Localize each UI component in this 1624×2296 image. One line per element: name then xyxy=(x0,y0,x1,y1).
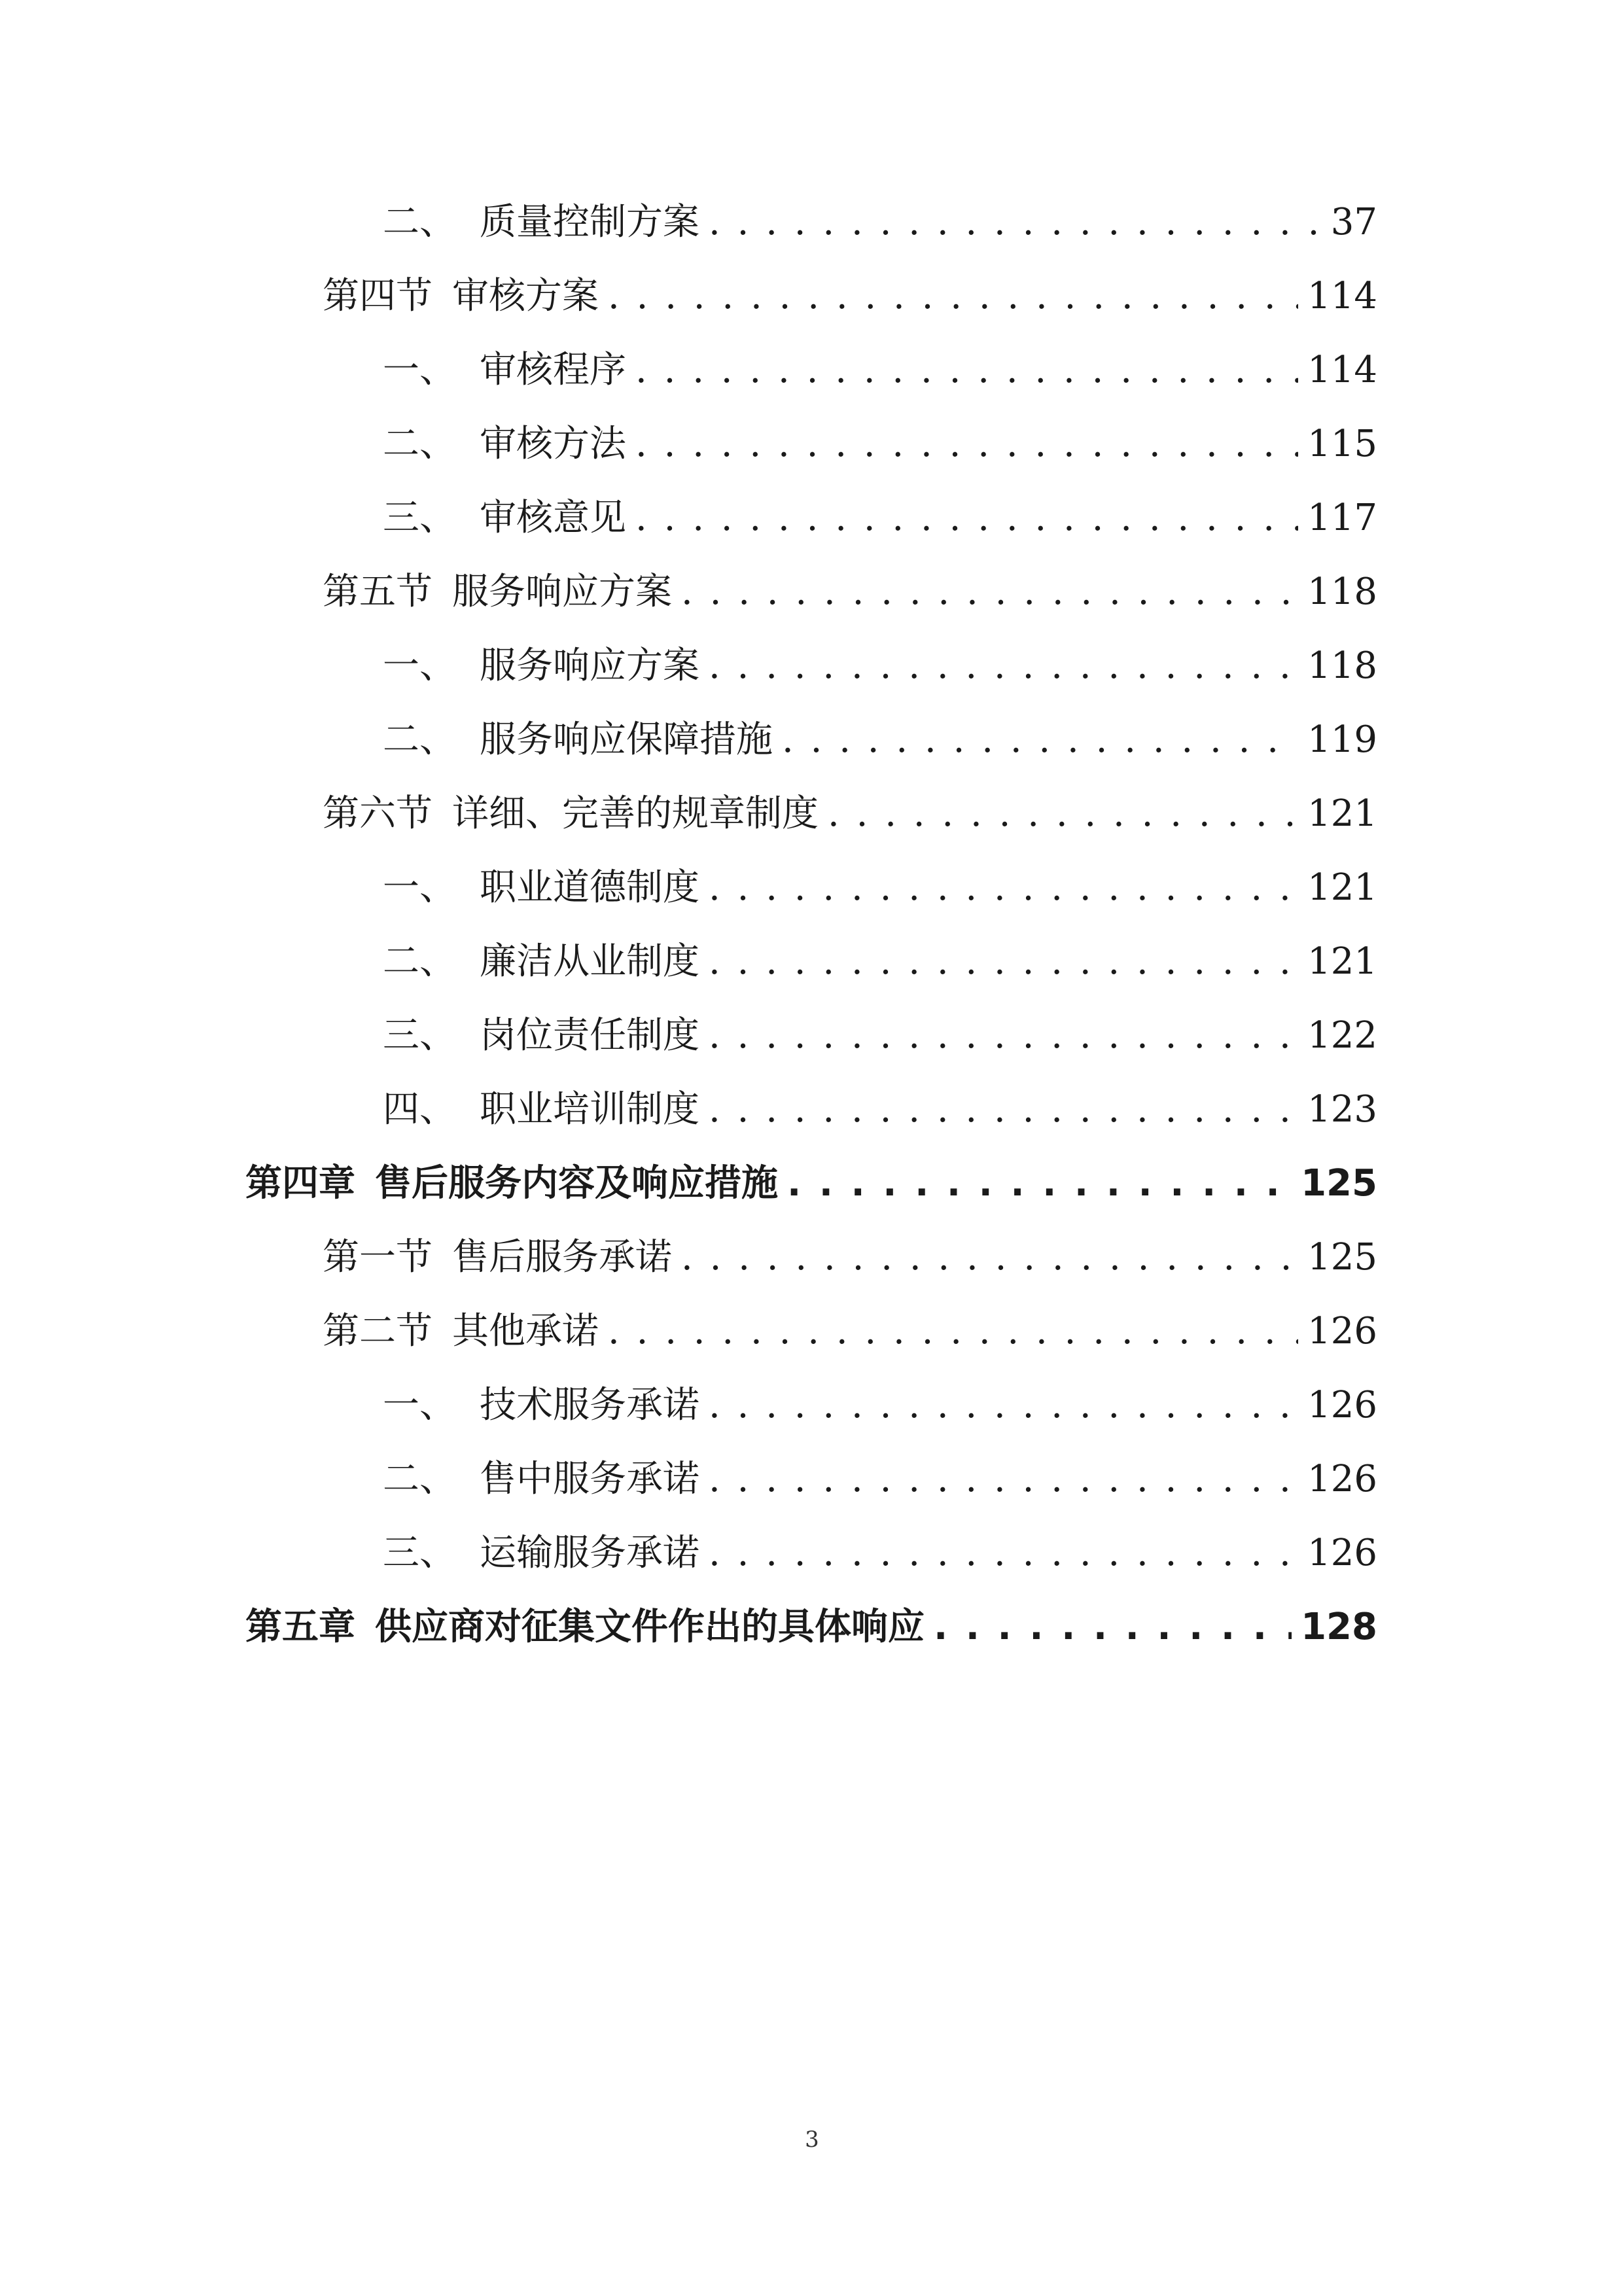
toc-entry-title: 技术服务承诺 xyxy=(480,1384,699,1426)
toc-entry-page: 126 xyxy=(1307,1310,1377,1352)
toc-entry-number: 第一节 xyxy=(323,1236,432,1279)
toc-entry[interactable] xyxy=(383,1524,1377,1583)
toc-entry-title: 审核方法 xyxy=(480,423,626,465)
dot-leader xyxy=(709,1450,1298,1509)
toc-entry-title: 审核程序 xyxy=(480,349,626,391)
toc-entry[interactable] xyxy=(323,267,1377,326)
dot-leader xyxy=(787,1154,1292,1213)
toc-entry[interactable] xyxy=(383,1080,1377,1139)
toc-entry-page: 118 xyxy=(1307,645,1377,687)
toc-entry-number: 三、 xyxy=(383,1532,456,1574)
dot-leader xyxy=(635,415,1298,474)
toc-entry-page: 125 xyxy=(1301,1162,1377,1205)
toc-entry-title: 其他承诺 xyxy=(452,1310,599,1352)
toc-entry-number: 第二节 xyxy=(323,1310,432,1352)
toc-entry-title: 质量控制方案 xyxy=(480,201,699,243)
page-number: 3 xyxy=(805,2127,819,2153)
toc-entry-page: 119 xyxy=(1307,718,1377,761)
toc-entry-number: 一、 xyxy=(383,866,456,909)
toc-entry[interactable] xyxy=(383,1006,1377,1065)
toc-entry-number: 二、 xyxy=(383,201,456,243)
toc-entry-number: 第五节 xyxy=(323,571,432,613)
toc-entry-page: 114 xyxy=(1307,349,1377,391)
toc-entry-title: 服务响应方案 xyxy=(452,571,672,613)
toc-entry-number: 第四章 xyxy=(245,1162,355,1205)
toc-entry-number: 二、 xyxy=(383,718,456,761)
toc-entry-chapter[interactable] xyxy=(245,1598,1377,1657)
toc-entry[interactable] xyxy=(323,1302,1377,1361)
dot-leader xyxy=(709,858,1298,917)
dot-leader xyxy=(608,267,1298,326)
dot-leader xyxy=(828,785,1298,843)
dot-leader xyxy=(709,1524,1298,1583)
toc-entry-title: 职业培训制度 xyxy=(480,1088,699,1131)
toc-entry-number: 第四节 xyxy=(323,275,432,317)
toc-entry-title: 审核意见 xyxy=(480,497,626,539)
dot-leader xyxy=(681,1228,1298,1287)
toc-entry-title: 详细、完善的规章制度 xyxy=(452,792,819,835)
toc-entry-page: 118 xyxy=(1307,571,1377,613)
toc-entry-number: 一、 xyxy=(383,1384,456,1426)
toc-entry-title: 售后服务内容及响应措施 xyxy=(375,1162,778,1205)
toc-entry-number: 二、 xyxy=(383,940,456,983)
dot-leader xyxy=(709,637,1298,696)
toc-entry-page: 126 xyxy=(1307,1458,1377,1500)
toc-entry-page: 121 xyxy=(1307,866,1377,909)
toc-entry-title: 服务响应方案 xyxy=(480,645,699,687)
dot-leader xyxy=(709,1006,1298,1065)
toc-entry-title: 岗位责任制度 xyxy=(480,1014,699,1057)
dot-leader xyxy=(709,1080,1298,1139)
toc-entry[interactable] xyxy=(383,858,1377,917)
toc-entry-number: 三、 xyxy=(383,1014,456,1057)
toc-entry[interactable] xyxy=(383,711,1377,769)
toc-entry[interactable] xyxy=(383,415,1377,474)
toc-entry-number: 四、 xyxy=(383,1088,456,1131)
toc-entry[interactable] xyxy=(383,1376,1377,1435)
toc-entry-page: 128 xyxy=(1301,1606,1377,1648)
toc-entry-page: 115 xyxy=(1307,423,1377,465)
toc-entry[interactable] xyxy=(323,1228,1377,1287)
toc-entry[interactable] xyxy=(383,193,1377,252)
toc-entry-page: 125 xyxy=(1307,1236,1377,1279)
toc-entry[interactable] xyxy=(323,563,1377,622)
toc-entry-page: 126 xyxy=(1307,1384,1377,1426)
toc-entry-title: 售后服务承诺 xyxy=(452,1236,672,1279)
dot-leader xyxy=(709,193,1322,252)
dot-leader xyxy=(635,489,1298,548)
toc-entry-title: 廉洁从业制度 xyxy=(480,940,699,983)
toc-entry-number: 一、 xyxy=(383,349,456,391)
dot-leader xyxy=(934,1598,1292,1657)
toc-entry-page: 122 xyxy=(1307,1014,1377,1057)
toc-entry-page: 121 xyxy=(1307,792,1377,835)
toc-entry-page: 114 xyxy=(1307,275,1377,317)
toc-entry-title: 供应商对征集文件作出的具体响应 xyxy=(375,1606,925,1648)
toc-entry-page: 37 xyxy=(1330,201,1377,243)
toc-entry[interactable] xyxy=(383,1450,1377,1509)
toc-entry-number: 第六节 xyxy=(323,792,432,835)
dot-leader xyxy=(635,341,1298,400)
toc-entry-title: 服务响应保障措施 xyxy=(480,718,773,761)
toc-entry[interactable] xyxy=(383,637,1377,696)
toc-entry-title: 运输服务承诺 xyxy=(480,1532,699,1574)
toc-entry[interactable] xyxy=(323,785,1377,843)
toc-entry-number: 三、 xyxy=(383,497,456,539)
toc-entry-page: 123 xyxy=(1307,1088,1377,1131)
toc-entry-page: 117 xyxy=(1307,497,1377,539)
toc-entry[interactable] xyxy=(383,489,1377,548)
toc-entry[interactable] xyxy=(383,932,1377,991)
toc-entry-number: 第五章 xyxy=(245,1606,355,1648)
dot-leader xyxy=(681,563,1298,622)
toc-entry[interactable] xyxy=(383,341,1377,400)
dot-leader xyxy=(709,932,1298,991)
dot-leader xyxy=(709,1376,1298,1435)
toc-entry-chapter[interactable] xyxy=(245,1154,1377,1213)
toc-entry-number: 二、 xyxy=(383,1458,456,1500)
toc-entry-title: 售中服务承诺 xyxy=(480,1458,699,1500)
toc-entry-page: 126 xyxy=(1307,1532,1377,1574)
toc-entry-title: 职业道德制度 xyxy=(480,866,699,909)
toc-entry-number: 一、 xyxy=(383,645,456,687)
toc-entry-number: 二、 xyxy=(383,423,456,465)
dot-leader xyxy=(782,711,1298,769)
toc-entry-page: 121 xyxy=(1307,940,1377,983)
toc-entry-title: 审核方案 xyxy=(452,275,599,317)
dot-leader xyxy=(608,1302,1298,1361)
